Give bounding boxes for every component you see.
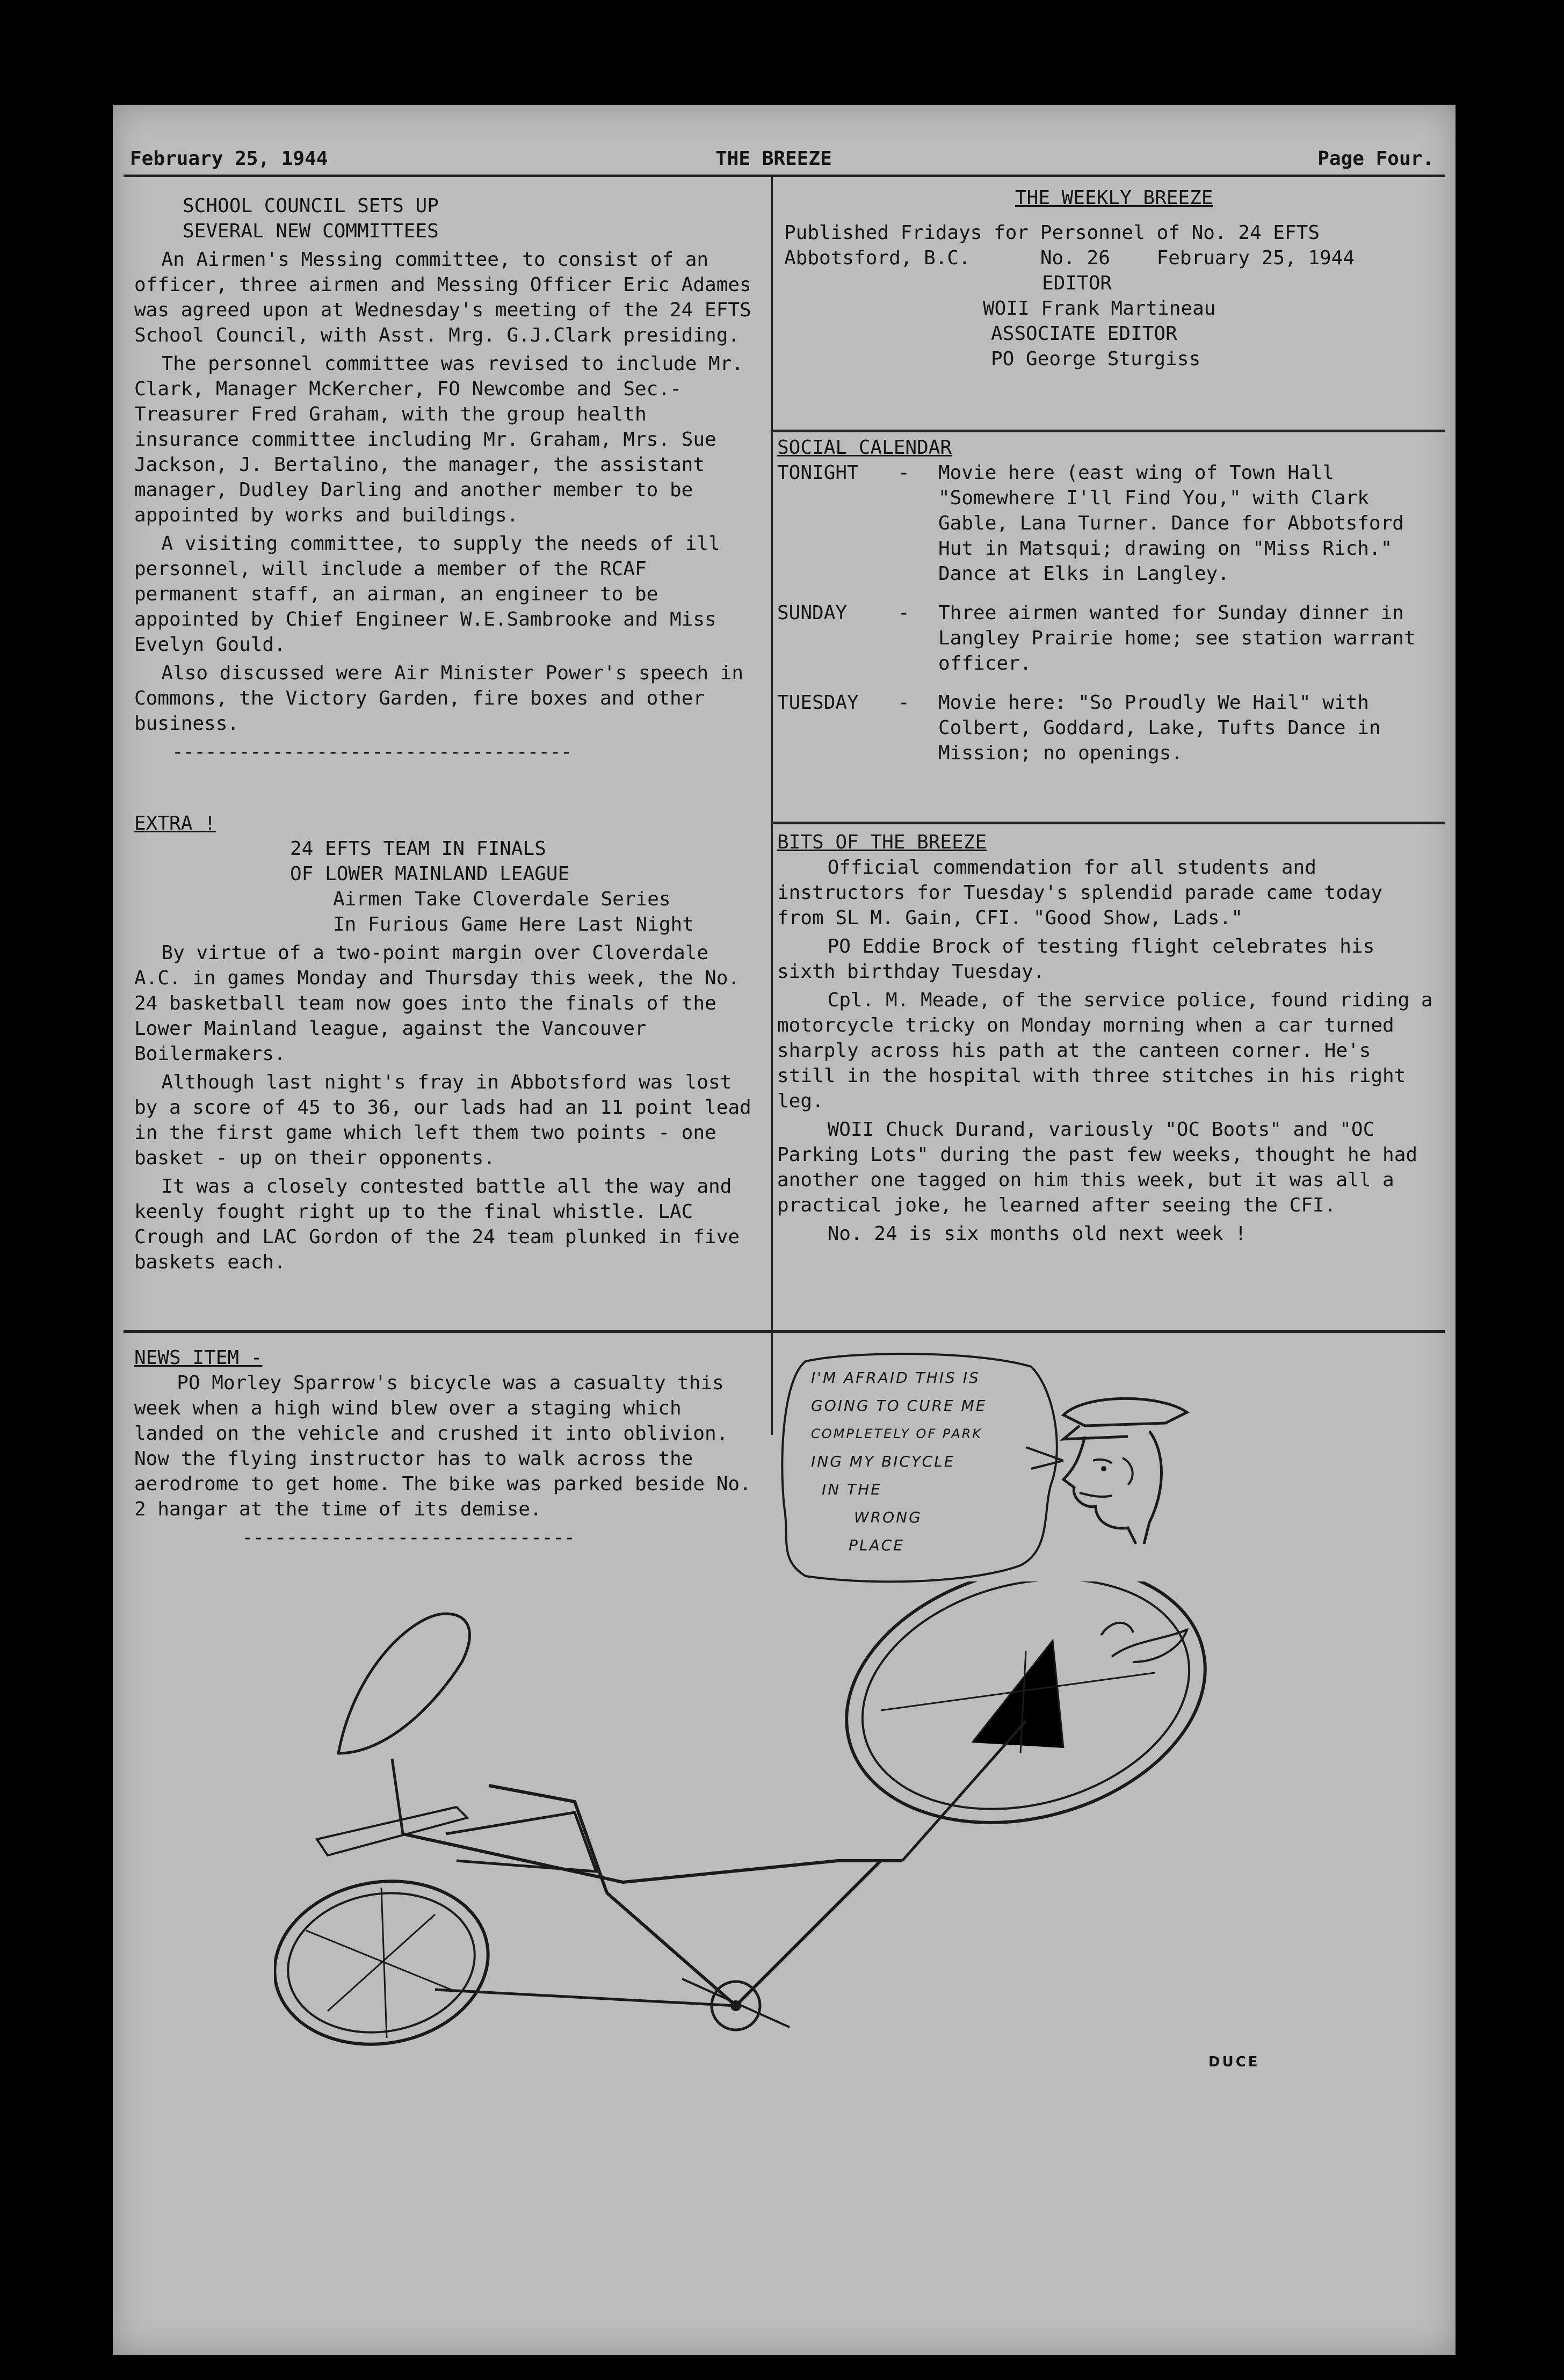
bits-paragraph-5: No. 24 is six months old next week ! bbox=[827, 1223, 1247, 1245]
council-rule: ------------------------------------ bbox=[172, 741, 572, 763]
officer-caricature bbox=[1042, 1383, 1203, 1608]
council-paragraph-4: Also discussed were Air Minister Power's speech in Commons, the Victory Garden, fire boxes and other business. bbox=[134, 662, 744, 735]
speech-bubble-text bbox=[811, 1364, 1047, 1559]
bits-title: BITS OF THE BREEZE bbox=[777, 831, 987, 853]
extra-label: EXTRA ! bbox=[134, 812, 216, 835]
masthead-rule bbox=[772, 430, 1445, 432]
masthead-title: THE WEEKLY BREEZE bbox=[1015, 187, 1213, 209]
header-date: February 25, 1944 bbox=[130, 148, 328, 170]
masthead bbox=[784, 185, 1439, 372]
newspaper-page bbox=[113, 105, 1456, 2355]
calendar-row bbox=[777, 460, 1438, 586]
news-rule: ------------------------------ bbox=[242, 1527, 575, 1549]
news-item bbox=[134, 1345, 752, 1550]
extra-subhead-1: Airmen Take Cloverdale Series bbox=[333, 888, 671, 910]
calendar-dash: - bbox=[898, 462, 910, 484]
extra-paragraph-3: It was a closely contested battle all the way and keenly fought right up to the final whistle. LAC Crough and LAC Gordon of the 24 team plunked in five baskets each. bbox=[134, 1176, 740, 1273]
extra-paragraph-2: Although last night's fray in Abbotsford was lost by a score of 45 to 36, our lads had an 11 point lead in the first game which left them two points - one basket - up on their opponents. bbox=[134, 1071, 751, 1169]
bubble-line: I'M AFRAID THIS IS bbox=[811, 1369, 980, 1387]
extra-article bbox=[134, 811, 757, 1278]
bubble-line: GOING TO CURE ME bbox=[811, 1397, 987, 1414]
associate-editor-name: PO George Sturgiss bbox=[991, 348, 1201, 370]
associate-editor-label: ASSOCIATE EDITOR bbox=[991, 323, 1177, 345]
bubble-line: IN THE bbox=[822, 1481, 882, 1498]
extra-subhead-2: In Furious Game Here Last Night bbox=[333, 913, 694, 935]
calendar-dash: - bbox=[898, 692, 910, 714]
bubble-line: PLACE bbox=[849, 1536, 904, 1554]
calendar-rule bbox=[772, 822, 1445, 824]
calendar-text: Three airmen wanted for Sunday dinner in Langley Prairie home; see station warrant officer. bbox=[938, 602, 1416, 674]
calendar-text: Movie here: "So Proudly We Hail" with Colbert, Goddard, Lake, Tufts Dance in Mission; no openings. bbox=[938, 692, 1381, 764]
council-article bbox=[134, 193, 757, 765]
calendar-day: TONIGHT bbox=[777, 462, 859, 484]
bits-paragraph-2: PO Eddie Brock of testing flight celebrates his sixth birthday Tuesday. bbox=[777, 935, 1375, 983]
bubble-line: WRONG bbox=[854, 1508, 922, 1526]
council-paragraph-2: The personnel committee was revised to include Mr. Clark, Manager McKercher, FO Newcombe and Sec.-Treasurer Fred Graham, with the group health insurance committee including Mr. Graham, Mrs. Sue Jackson, J. Bertalino, the manager, the assistant manager, Dudley Darling and another member to be appointed by works and buildings. bbox=[134, 353, 744, 526]
calendar-row bbox=[777, 600, 1438, 676]
bits-column bbox=[777, 830, 1438, 1250]
calendar-title: SOCIAL CALENDAR bbox=[777, 437, 952, 459]
calendar-dash: - bbox=[898, 602, 910, 624]
extra-paragraph-1: By virtue of a two-point margin over Cloverdale A.C. in games Monday and Thursday this week, the No. 24 basketball team now goes into the finals of the Lower Mainland league, against the Vancouver Boilermakers. bbox=[134, 942, 740, 1065]
lower-section-rule bbox=[124, 1330, 1445, 1333]
news-label: NEWS ITEM - bbox=[134, 1347, 263, 1369]
bits-paragraph-1: Official commendation for all students and instructors for Tuesday's splendid parade came today from SL M. Gain, CFI. "Good Show, Lads." bbox=[777, 857, 1383, 929]
social-calendar bbox=[777, 435, 1438, 766]
bubble-line: COMPLETELY OF PARK bbox=[811, 1426, 982, 1441]
calendar-text: Movie here (east wing of Town Hall "Somewhere I'll Find You," with Clark Gable, Lana Turner. Dance for Abbotsford Hut in Matsqui; drawing on "Miss Rich." Dance at Elks in Langley. bbox=[938, 462, 1404, 585]
calendar-day: SUNDAY bbox=[777, 602, 848, 624]
extra-headline-2: OF LOWER MAINLAND LEAGUE bbox=[290, 863, 570, 885]
header-rule bbox=[124, 175, 1445, 177]
council-headline-2: SEVERAL NEW COMMITTEES bbox=[183, 220, 439, 242]
extra-headline-1: 24 EFTS TEAM IN FINALS bbox=[290, 838, 546, 860]
editor-label: EDITOR bbox=[1042, 272, 1112, 294]
calendar-day: TUESDAY bbox=[777, 692, 859, 714]
column-divider bbox=[771, 176, 773, 1435]
header-paper-name: THE BREEZE bbox=[715, 148, 832, 170]
bits-paragraph-4: WOII Chuck Durand, variously "OC Boots" and "OC Parking Lots" during the past few weeks, thought he had another one tagged on him this week, but it was all a practical joke, he learned after seeing the CFI. bbox=[777, 1119, 1418, 1216]
page-header bbox=[130, 148, 1434, 175]
crushed-bicycle-drawing bbox=[274, 1581, 1348, 2226]
masthead-line-2: Abbotsford, B.C. No. 26 February 25, 1944 bbox=[784, 247, 1355, 269]
header-page-number: Page Four. bbox=[1317, 148, 1434, 170]
news-paragraph: PO Morley Sparrow's bicycle was a casualty this week when a high wind blew over a staging which landed on the vehicle and crushed it into oblivion. Now the flying instructor has to walk across the aerodrome to get home. The bike was parked beside No. 2 hangar at the time of its demise. bbox=[134, 1372, 751, 1520]
calendar-row bbox=[777, 690, 1438, 766]
masthead-line-1: Published Fridays for Personnel of No. 24 EFTS bbox=[784, 222, 1320, 244]
council-paragraph-1: An Airmen's Messing committee, to consist of an officer, three airmen and Messing Officer Eric Adames was agreed upon at Wednesday's meeting of the 24 EFTS School Council, with Asst. Mrg. G.J.Clark presiding. bbox=[134, 249, 751, 346]
council-paragraph-3: A visiting committee, to supply the needs of ill personnel, will include a member of the RCAF permanent staff, an airman, an engineer to be appointed by Chief Engineer W.E.Sambrooke and Miss Evelyn Gould. bbox=[134, 533, 720, 656]
artist-signature: DUCE bbox=[1208, 2054, 1260, 2070]
bubble-line: ING MY BICYCLE bbox=[811, 1453, 955, 1470]
bits-paragraph-3: Cpl. M. Meade, of the service police, found riding a motorcycle tricky on Monday morning when a car turned sharply across his path at the canteen corner. He's still in the hospital with three stitches in his right leg. bbox=[777, 989, 1433, 1112]
council-headline-1: SCHOOL COUNCIL SETS UP bbox=[183, 195, 439, 217]
editor-name: WOII Frank Martineau bbox=[983, 298, 1216, 320]
